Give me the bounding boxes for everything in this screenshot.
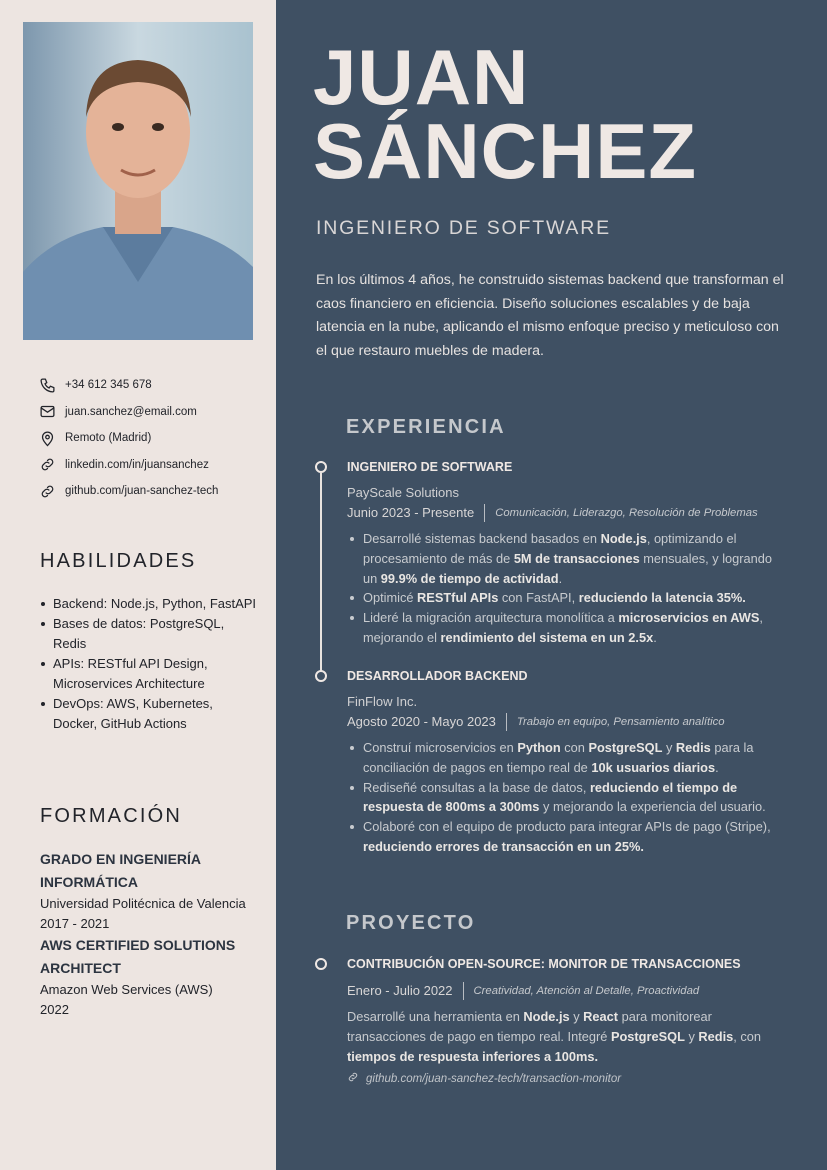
list-item: Colaboré con el equipo de producto para integrar APIs de pago (Stripe), reduciendo errores de transacción en un 25%. [347, 817, 787, 857]
contact-list [38, 372, 268, 505]
email-icon [38, 403, 56, 421]
list-item: DevOps: AWS, Kubernetes, Docker, GitHub Actions [40, 694, 260, 734]
company-name: FinFlow Inc. [347, 694, 418, 709]
job-meta [347, 504, 787, 522]
list-item: Construí microservicios en Python con PostgreSQL y Redis para la conciliación de pagos en tiempo real de 10k usuarios diarios. [347, 738, 787, 778]
list-item: Rediseñé consultas a la base de datos, reduciendo el tiempo de respuesta de 800ms a 300ms y mejorando la experiencia del usuario. [347, 778, 787, 818]
link-icon [38, 482, 56, 500]
timeline-dot [315, 958, 327, 970]
divider [506, 713, 507, 731]
achievement-list [347, 738, 787, 857]
achievement-list [347, 529, 787, 648]
contact-github[interactable] [38, 478, 268, 505]
experience-heading: EXPERIENCIA [346, 416, 506, 438]
education-heading: FORMACIÓN [40, 805, 183, 827]
education-years: 2017 - 2021 [40, 916, 110, 931]
profile-photo [23, 22, 253, 340]
job-dates: Junio 2023 - Presente [347, 505, 475, 520]
experience-item [347, 459, 787, 648]
timeline-dot [315, 670, 327, 682]
project-description: Desarrollé una herramienta en Node.js y React para monitorear transacciones de pago en tiempo real. Integré PostgreSQL y Redis, con tiempos de respuesta inferiores a 100ms. [347, 1009, 762, 1064]
job-title: INGENIERO DE SOFTWARE [316, 217, 611, 239]
divider [484, 504, 485, 522]
education-list [40, 848, 260, 1020]
profile-summary: En los últimos 4 años, he construido sistemas backend que transforman el caos financiero en eficiencia. Diseño soluciones escalables y de baja latencia en la nube, aplicando el mismo enfoque preciso y meticuloso con el que restauro muebles de madera. [316, 272, 784, 359]
company-name: PayScale Solutions [347, 485, 460, 500]
name-line-last: SÁNCHEZ [313, 107, 698, 195]
degree-title: AWS CERTIFIED SOLUTIONS ARCHITECT [40, 937, 236, 976]
timeline-line [320, 473, 322, 671]
phone-icon [38, 376, 56, 394]
timeline-dot [315, 461, 327, 473]
divider [463, 982, 464, 1000]
list-item: Lideré la migración arquitectura monolítica a microservicios en AWS, mejorando el rendimiento del sistema en un 2.5x. [347, 608, 787, 648]
education-years: 2022 [40, 1002, 69, 1017]
list-item: Bases de datos: PostgreSQL, Redis [40, 614, 260, 654]
location-icon [38, 429, 56, 447]
school-name: Amazon Web Services (AWS) [40, 982, 213, 997]
contact-phone[interactable] [38, 372, 268, 399]
skills-heading: HABILIDADES [40, 550, 197, 572]
job-meta [347, 713, 787, 731]
sidebar [0, 0, 276, 1170]
experience-item [347, 668, 787, 857]
skills-list [40, 594, 260, 734]
project-link[interactable] [347, 1071, 787, 1086]
contact-text: juan.sanchez@email.com [65, 405, 197, 418]
project-title: CONTRIBUCIÓN OPEN-SOURCE: MONITOR DE TRANSACCIONES [347, 957, 741, 971]
project-item [347, 956, 787, 1086]
link-icon [347, 1071, 366, 1086]
soft-skills: Comunicación, Liderazgo, Resolución de Problemas [495, 507, 758, 519]
contact-text: +34 612 345 678 [65, 379, 152, 392]
contact-text: github.com/juan-sanchez-tech [65, 485, 219, 498]
list-item: Optimicé RESTful APIs con FastAPI, reduciendo la latencia 35%. [347, 588, 787, 608]
soft-skills: Creatividad, Atención al Detalle, Proactividad [473, 985, 700, 997]
position-title: DESARROLLADOR BACKEND [347, 669, 528, 683]
position-title: INGENIERO DE SOFTWARE [347, 460, 513, 474]
contact-location [38, 425, 268, 452]
job-dates: Agosto 2020 - Mayo 2023 [347, 714, 496, 729]
contact-text: linkedin.com/in/juansanchez [65, 458, 209, 471]
link-icon [38, 456, 56, 474]
contact-email[interactable] [38, 399, 268, 426]
list-item: Desarrollé sistemas backend basados en Node.js, optimizando el procesamiento de más de 5M de transacciones mensuales, y logrando un 99.9% de tiempo de actividad. [347, 529, 787, 588]
soft-skills: Trabajo en equipo, Pensamiento analítico [516, 716, 725, 728]
project-heading: PROYECTO [346, 912, 476, 934]
name-line-first: JUAN [313, 33, 530, 121]
full-name [313, 33, 698, 195]
school-name: Universidad Politécnica de Valencia [40, 896, 246, 911]
project-url: github.com/juan-sanchez-tech/transaction-monitor [366, 1072, 622, 1085]
project-meta [347, 982, 787, 1000]
project-dates: Enero - Julio 2022 [347, 983, 453, 998]
list-item: Backend: Node.js, Python, FastAPI [40, 594, 260, 614]
degree-title: GRADO EN INGENIERÍA INFORMÁTICA [40, 851, 201, 890]
contact-text: Remoto (Madrid) [65, 432, 152, 445]
list-item: APIs: RESTful API Design, Microservices Architecture [40, 654, 260, 694]
contact-linkedin[interactable] [38, 452, 268, 479]
